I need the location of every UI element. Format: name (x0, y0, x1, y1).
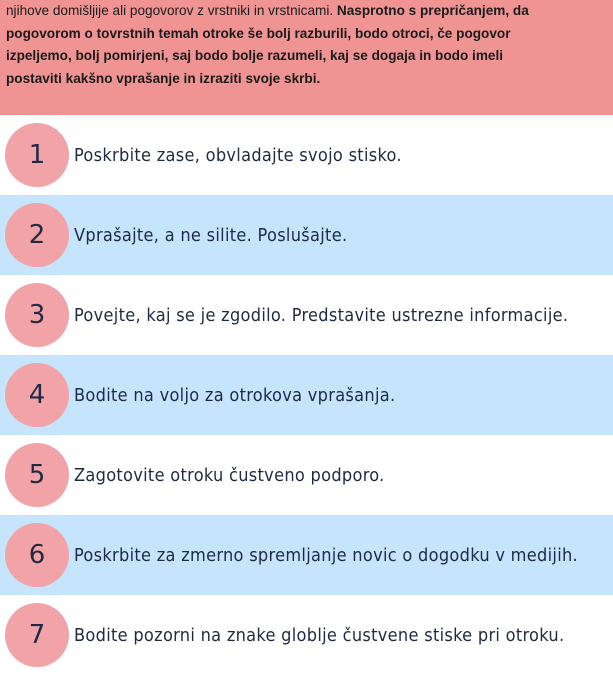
step-number-badge: 4 (5, 363, 69, 427)
intro-line-bold-text: postaviti kakšno vprašanje in izraziti svoje skrbi. (6, 70, 321, 86)
intro-paragraph (0, 0, 613, 115)
steps-list (0, 115, 613, 675)
intro-line-plain-text: njihove domišljije ali pogovorov z vrstniki in vrstnicami. (6, 3, 337, 18)
step-text: Bodite na voljo za otrokova vprašanja. (74, 384, 396, 406)
step-item (0, 115, 613, 195)
step-item (0, 275, 613, 355)
intro-line (6, 23, 613, 46)
step-text: Povejte, kaj se je zgodilo. Predstavite ustrezne informacije. (74, 304, 569, 326)
step-number-badge: 2 (5, 203, 69, 267)
step-number-badge: 5 (5, 443, 69, 507)
step-item (0, 355, 613, 435)
intro-line (6, 45, 613, 68)
step-item (0, 595, 613, 675)
step-number-badge: 3 (5, 283, 69, 347)
step-item (0, 195, 613, 275)
step-number-badge: 1 (5, 123, 69, 187)
step-number-badge: 7 (5, 603, 69, 667)
step-text: Zagotovite otroku čustveno podporo. (74, 464, 385, 486)
intro-line (6, 0, 613, 23)
intro-line-bold-text: pogovorom o tovrstnih temah otroke še bolj razburili, bodo otroci, če pogovor (6, 25, 511, 41)
step-text: Vprašajte, a ne silite. Poslušajte. (74, 224, 348, 246)
step-item (0, 515, 613, 595)
intro-line-bold-text: Nasprotno s prepričanjem, da (336, 3, 529, 18)
step-text: Bodite pozorni na znake globlje čustvene stiske pri otroku. (74, 624, 565, 646)
step-number-badge: 6 (5, 523, 69, 587)
step-text: Poskrbite za zmerno spremljanje novic o dogodku v medijih. (74, 544, 578, 566)
step-text: Poskrbite zase, obvladajte svojo stisko. (74, 144, 402, 166)
intro-line-bold-text: izpeljemo, bolj pomirjeni, saj bodo bolje razumeli, kaj se dogaja in bodo imeli (6, 48, 504, 63)
intro-line (6, 68, 613, 91)
step-item (0, 435, 613, 515)
